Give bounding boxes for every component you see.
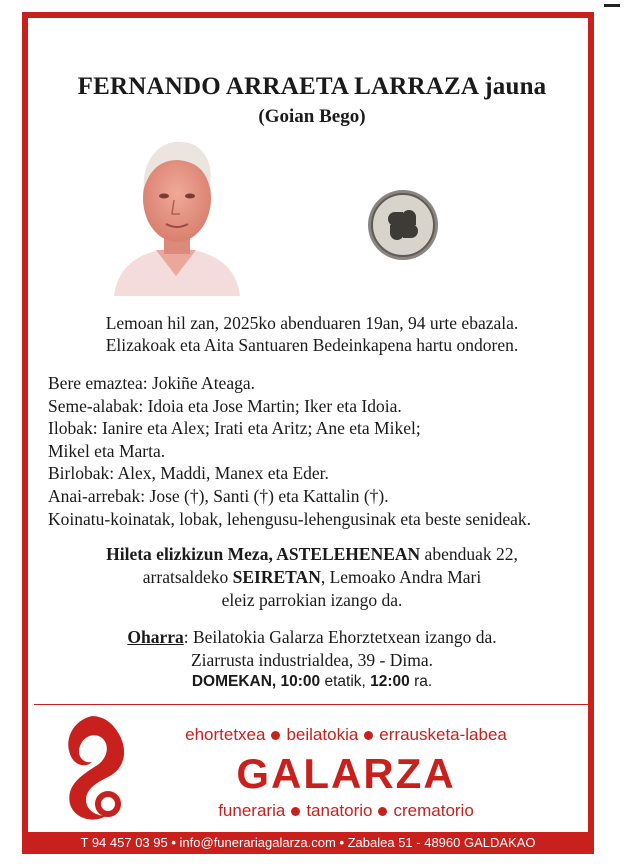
note-until: ra. [409, 673, 433, 690]
funeral-location: , Lemoako Andra Mari [320, 567, 482, 587]
footer-phone: T 94 457 03 95 [80, 835, 168, 850]
tagline-item: beilatokia [286, 725, 359, 744]
note-day-time: DOMEKAN, 10:00 [191, 673, 321, 690]
family-line: Ilobak: Ianire eta Alex; Irati eta Aritz; Ane eta Mikel; [48, 418, 421, 439]
family-line: Birlobak: Alex, Maddi, Manex eta Eder. [48, 463, 329, 484]
footer-separator: • [171, 835, 180, 850]
scan-mark [604, 4, 620, 7]
deceased-name: FERNANDO ARRAETA LARRAZA jauna [77, 73, 547, 100]
funeral-mass-info [0, 543, 624, 612]
wake-note [0, 626, 624, 694]
tagline-item: tanatorio [306, 801, 373, 820]
family-line: Bere emaztea: Jokiñe Ateaga. [48, 373, 255, 393]
family-line: Anai-arrebak: Jose (†), Santi (†) eta Kattalin (†). [48, 485, 389, 506]
funeral-mass-day: Hileta elizkizun Meza, ASTELEHENEAN [106, 544, 421, 564]
tagline-basque [136, 725, 556, 745]
announcement-line-2: Elizakoak eta Aita Santuaren Bedeinkapena hartu ondoren. [105, 335, 519, 355]
rest-in-peace-line: (Goian Bego) [258, 106, 366, 127]
tagline-item: errausketa-labea [379, 725, 507, 744]
footer-address: Zabalea 51 - 48960 GALDAKAO [347, 835, 536, 850]
footer-email[interactable]: info@funerariagalarza.com [179, 835, 336, 850]
note-end-time: 12:00 [370, 673, 410, 690]
announcement-line-1: Lemoan hil zan, 2025ko abenduaren 19an, 94 urte ebazala. [105, 313, 519, 333]
bullet-dot [271, 731, 280, 740]
tagline-item: ehortetxea [185, 725, 266, 744]
divider-line [34, 704, 590, 705]
funeral-time: SEIRETAN [232, 567, 321, 587]
tagline-spanish [136, 801, 556, 821]
note-line-1: : Beilatokia Galarza Ehorztetxean izango da. [183, 627, 497, 647]
funeral-mass-date: abenduak 22, [420, 544, 518, 564]
death-announcement [0, 312, 624, 356]
family-line: Koinatu-koinatak, lobak, lehengusu-lehengusinak eta beste senideak. [48, 508, 532, 529]
tagline-item: funeraria [218, 801, 286, 820]
funeral-location-line: eleiz parrokian izango da. [221, 590, 403, 610]
family-list [48, 372, 531, 530]
bullet-dot [291, 807, 300, 816]
bullet-dot [378, 807, 387, 816]
company-name: GALARZA [236, 750, 456, 797]
lauburu-emblem [366, 188, 440, 262]
contact-footer [22, 832, 594, 854]
footer-separator: • [339, 835, 348, 850]
note-address: Ziarrusta industrialdea, 39 - Dima. [190, 649, 433, 670]
note-label: Oharra [127, 627, 184, 647]
portrait-photo [112, 136, 242, 296]
funeral-time-prefix: arratsaldeko [142, 567, 233, 587]
tagline-item: crematorio [393, 801, 474, 820]
family-line: Seme-alabak: Idoia eta Jose Martin; Iker eta Idoia. [48, 395, 402, 416]
family-line: Mikel eta Marta. [48, 440, 166, 461]
galarza-logo-icon [52, 712, 128, 824]
note-from: etatik, [320, 673, 371, 690]
bullet-dot [364, 731, 373, 740]
